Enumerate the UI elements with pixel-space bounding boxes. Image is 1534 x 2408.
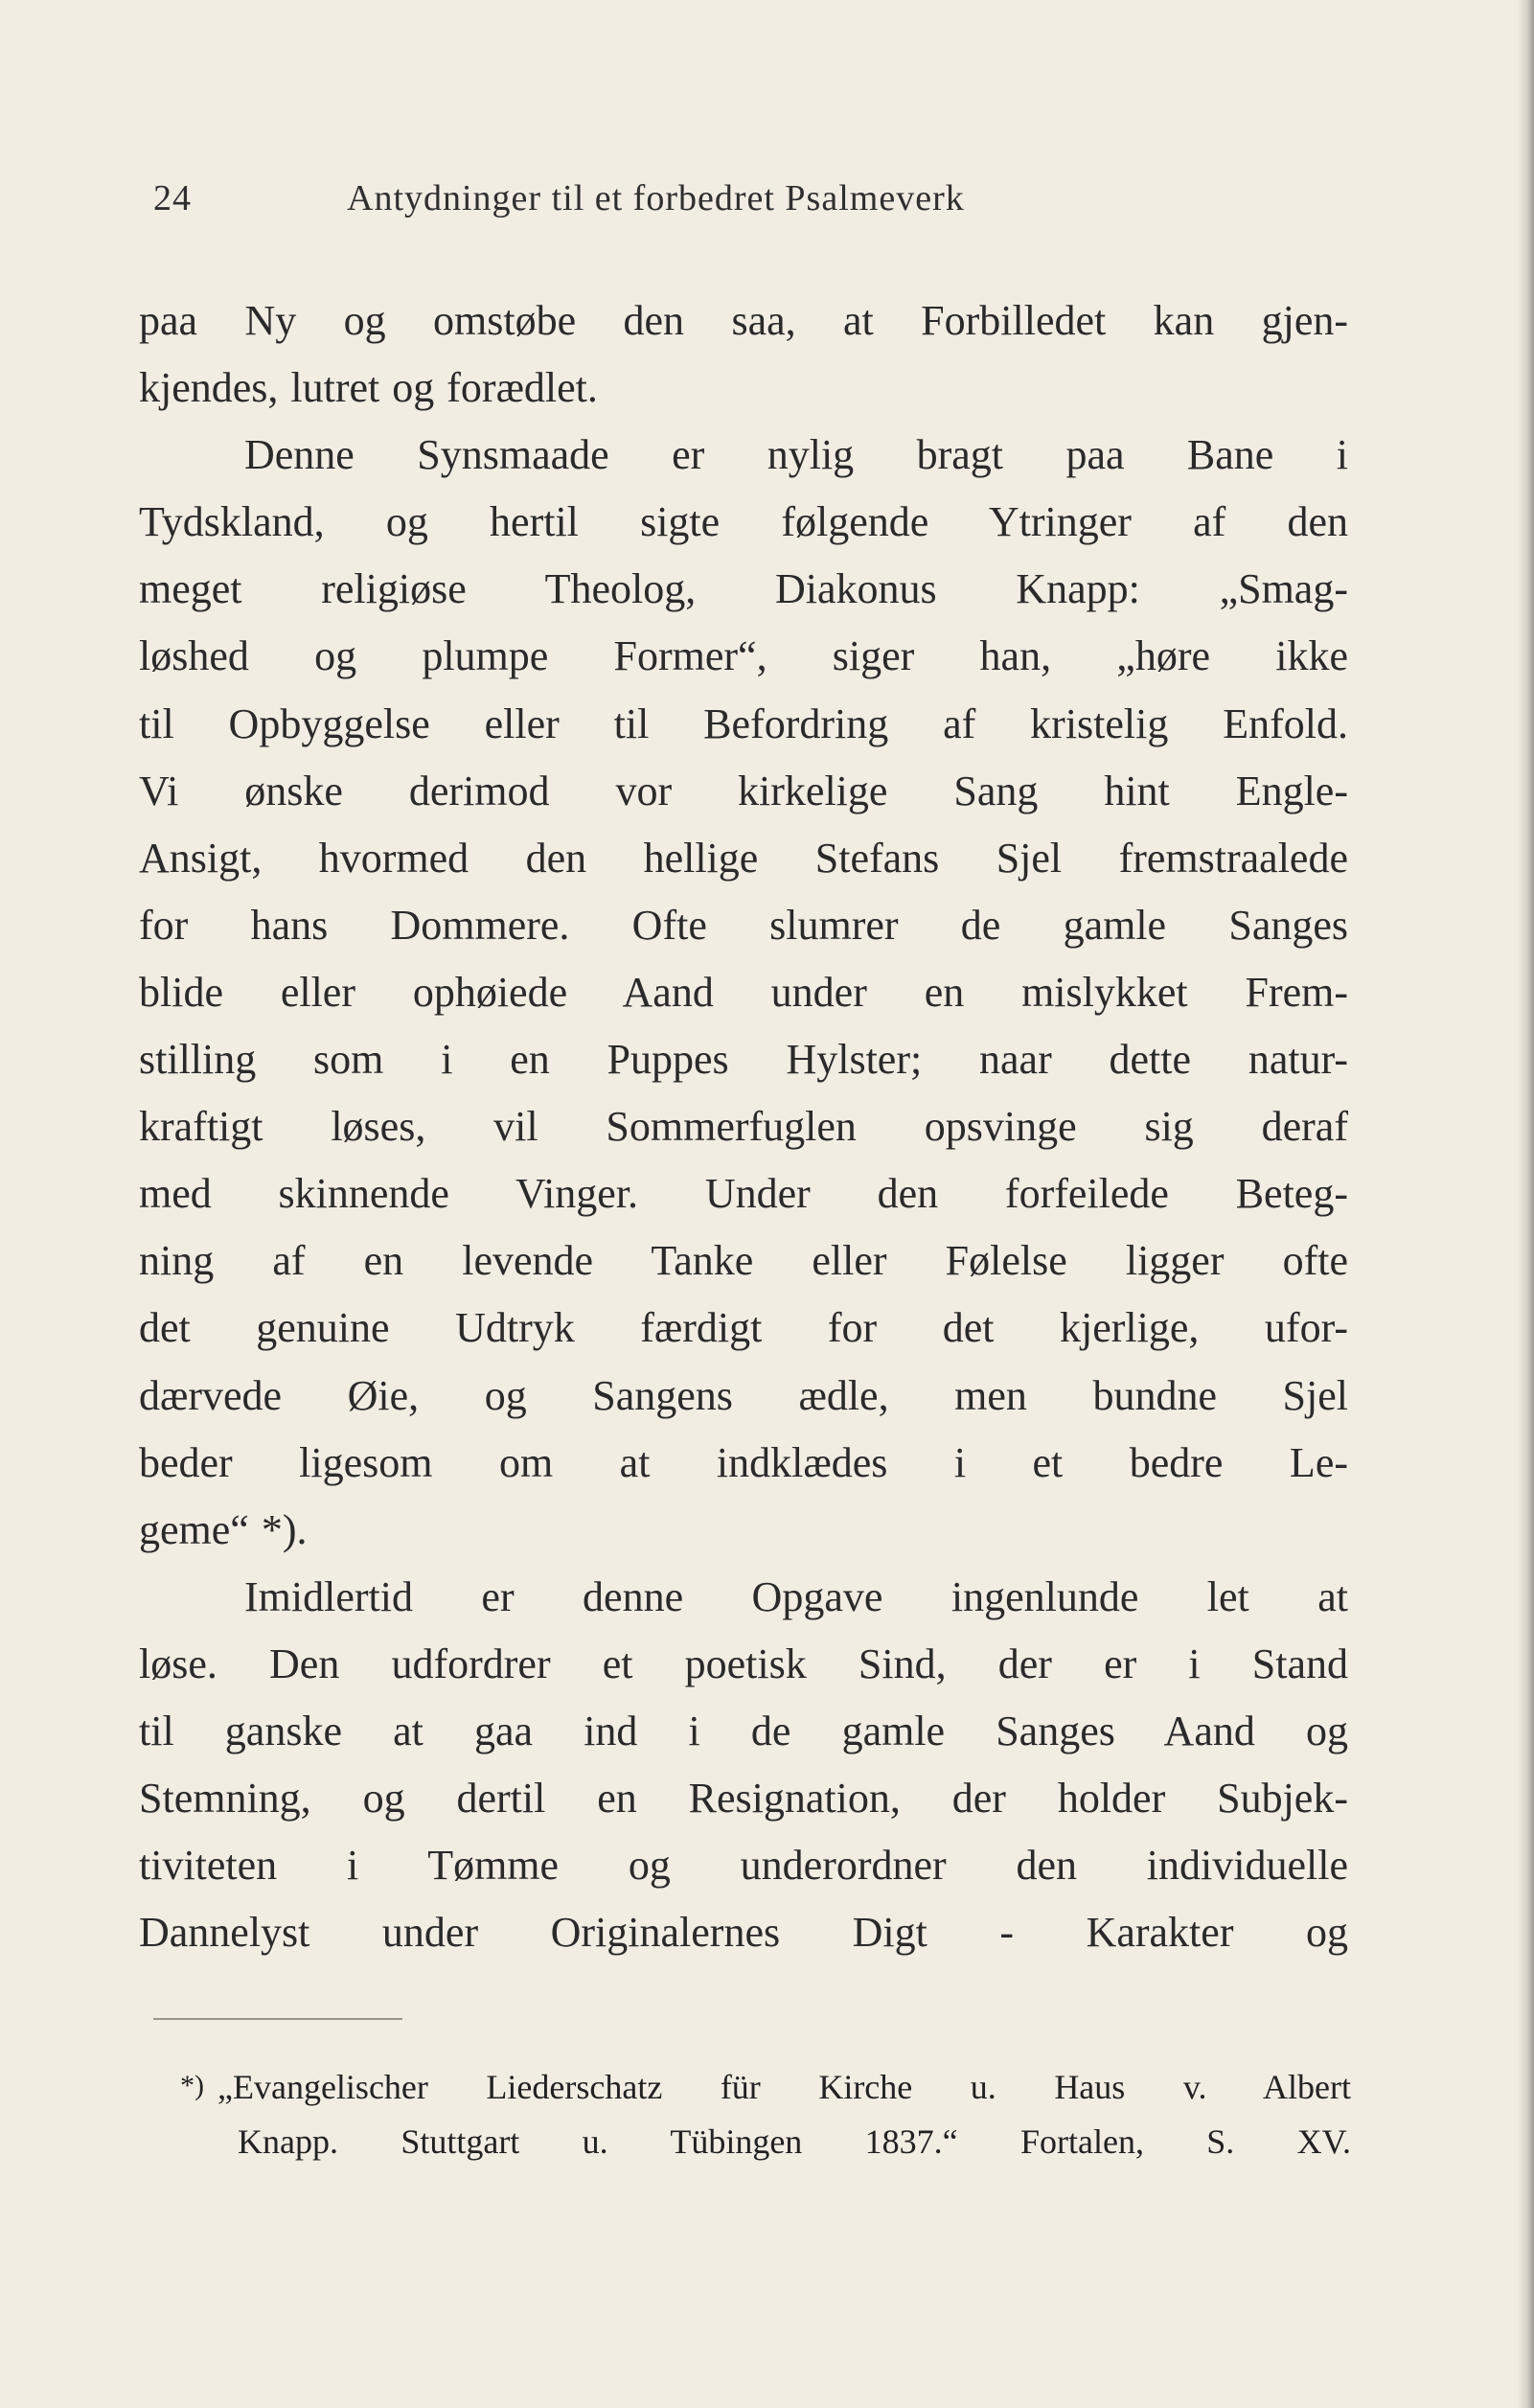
footnote-line [180,2058,1351,2114]
text-line: løse. Den udfordrer et poetisk Sind, der er i Stand [139,1640,1348,1687]
text-line: Ansigt, hvormed den hellige Stefans Sjel fremstraalede [139,834,1348,882]
text-line: paa Ny og omstøbe den saa, at Forbilledet kan gjen- [139,297,1348,344]
text-line: Vi ønske derimod vor kirkelige Sang hint Engle- [139,767,1348,814]
text-line: ning af en levende Tanke eller Følelse ligger ofte [139,1237,1348,1285]
text-line: Tydskland, og hertil sigte følgende Ytringer af den [139,498,1348,546]
page-header [153,177,1351,235]
text-line: blide eller ophøiede Aand under en mislykket Frem- [139,968,1348,1016]
body-text [139,287,1348,1966]
text-line: Stemning, og dertil en Resignation, der holder Subjek- [139,1775,1348,1823]
running-title: Antydninger til et forbedret Psalmeverk [347,178,965,218]
text-line: dærvede Øie, og Sangens ædle, men bundne Sjel [139,1371,1348,1419]
footnote-line: Knapp. Stuttgart u. Tübingen 1837.“ Fortalen, S. XV. [238,2122,1351,2161]
text-line: kraftigt løses, vil Sommerfuglen opsvinge sig deraf [139,1103,1348,1151]
text-line: det genuine Udtryk færdigt for det kjerlige, ufor- [139,1304,1348,1352]
text-line: til ganske at gaa ind i de gamle Sanges Aand og [139,1707,1348,1754]
text-line: Denne Synsmaade er nylig bragt paa Bane i [244,431,1348,479]
text-line: for hans Dommere. Ofte slumrer de gamle Sanges [139,901,1348,949]
text-line: med skinnende Vinger. Under den forfeilede Beteg- [139,1170,1348,1218]
text-line: meget religiøse Theolog, Diakonus Knapp: „Smag- [139,565,1348,613]
text-line: løshed og plumpe Former“, siger han, „høre ikke [139,632,1348,680]
footnote-text: „Evangelischer Liederschatz für Kirche u. Haus v. Albert [218,2068,1351,2106]
footnote-marker: *) [180,2070,204,2101]
footnote [180,2058,1351,2169]
text-line: Imidlertid er denne Opgave ingenlunde let at [244,1572,1348,1620]
page-number: 24 [153,178,192,218]
text-line: til Opbyggelse eller til Befordring af kristelig Enfold. [139,699,1348,747]
text-line: tiviteten i Tømme og underordner den individuelle [139,1842,1348,1890]
page-edge-shadow [1517,0,1534,2408]
text-line: stilling som i en Puppes Hylster; naar dette natur- [139,1036,1348,1084]
footnote-divider [153,2018,402,2020]
text-line: Dannelyst under Originalernes Digt - Karakter og [139,1909,1348,1957]
text-line: geme“ *). [139,1505,308,1553]
text-line: beder ligesom om at indklædes i et bedre Le- [139,1438,1348,1486]
text-line: kjendes, lutret og forædlet. [139,364,598,412]
